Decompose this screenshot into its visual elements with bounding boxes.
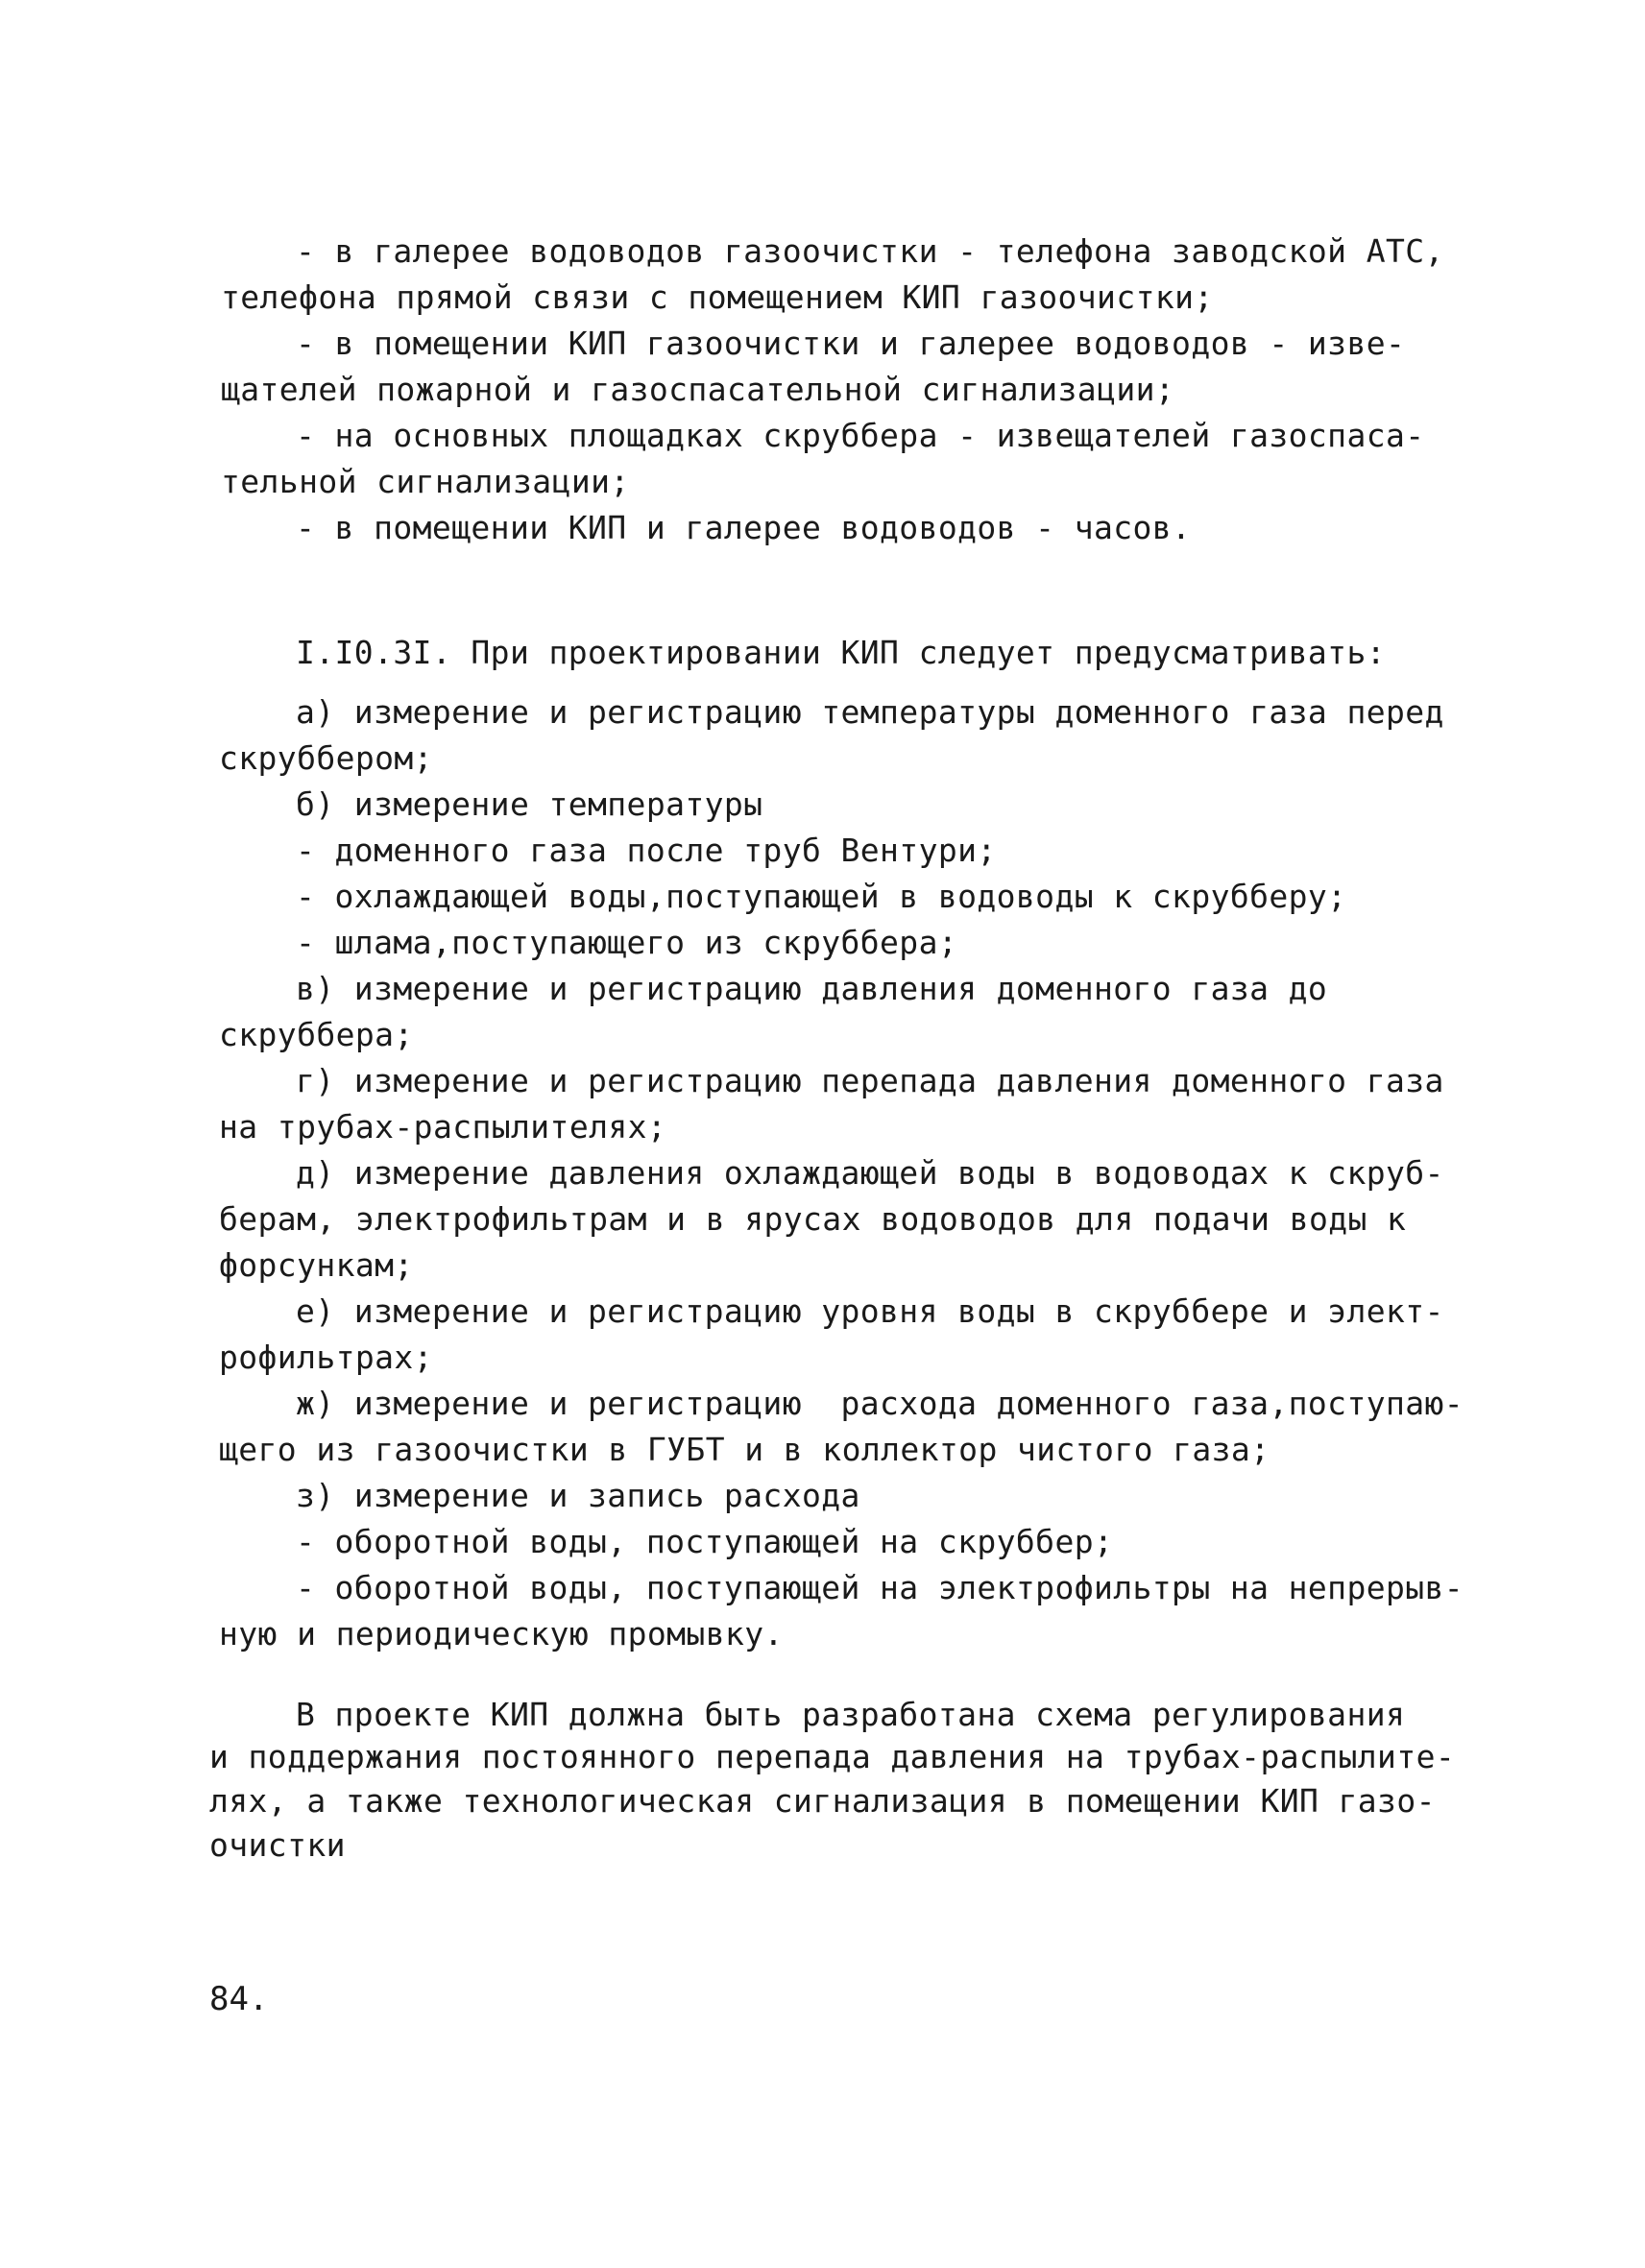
- text-line: - в галерее водоводов газоочистки - телефона заводской АТС,: [296, 232, 1444, 270]
- text-line: - в помещении КИП и галерее водоводов - часов.: [296, 509, 1192, 546]
- text-line: в) измерение и регистрацию давления доменного газа до: [296, 970, 1328, 1007]
- text-line: - доменного газа после труб Вентури;: [296, 832, 997, 869]
- text-line: В проекте КИП должна быть разработана схема регулирования: [296, 1696, 1406, 1733]
- text-line: - в помещении КИП газоочистки и галерее водоводов - изве-: [296, 325, 1406, 362]
- text-line: рофильтрах;: [219, 1339, 433, 1376]
- text-line: - на основных площадках скруббера - извещателей газоспаса-: [296, 417, 1425, 454]
- text-line: з) измерение и запись расхода: [296, 1477, 860, 1514]
- text-line: и поддержания постоянного перепада давления на трубах-распылите-: [209, 1738, 1456, 1775]
- page-number: 84.: [209, 1980, 269, 2018]
- text-line: - оборотной воды, поступающей на электрофильтры на непрерыв-: [296, 1569, 1464, 1606]
- text-line: берам, электрофильтрам и в ярусах водоводов для подачи воды к: [219, 1200, 1407, 1238]
- text-line: е) измерение и регистрацию уровня воды в скруббере и элект-: [296, 1292, 1444, 1330]
- text-line: форсункам;: [219, 1246, 414, 1284]
- text-line: щего из газоочистки в ГУБТ и в коллектор чистого газа;: [219, 1431, 1270, 1468]
- text-line: очистки: [209, 1826, 346, 1864]
- text-line: скруббера;: [219, 1016, 414, 1053]
- text-line: г) измерение и регистрацию перепада давления доменного газа: [296, 1062, 1444, 1099]
- text-line: - охлаждающей воды,поступающей в водоводы к скрубберу;: [296, 878, 1347, 915]
- text-line: б) измерение температуры: [296, 785, 763, 823]
- text-line: скруббером;: [219, 739, 433, 777]
- text-line: тельной сигнализации;: [221, 463, 630, 500]
- text-line: ж) измерение и регистрацию расхода доменного газа,поступаю-: [296, 1385, 1464, 1422]
- text-line: д) измерение давления охлаждающей воды в водоводах к скруб-: [296, 1154, 1444, 1192]
- text-line: ную и периодическую промывку.: [219, 1615, 784, 1653]
- text-line: - оборотной воды, поступающей на скруббер;: [296, 1523, 1114, 1560]
- text-line: телефона прямой связи с помещением КИП газоочистки;: [221, 278, 1214, 316]
- text-line: а) измерение и регистрацию температуры доменного газа перед: [296, 693, 1444, 731]
- section-heading: I.I0.3I. При проектировании КИП следует предусматривать:: [296, 634, 1386, 671]
- text-line: щателей пожарной и газоспасательной сигнализации;: [221, 371, 1175, 408]
- text-line: на трубах-распылителях;: [219, 1108, 667, 1146]
- text-line: - шлама,поступающего из скруббера;: [296, 924, 958, 961]
- text-line: лях, а также технологическая сигнализация в помещении КИП газо-: [209, 1782, 1436, 1820]
